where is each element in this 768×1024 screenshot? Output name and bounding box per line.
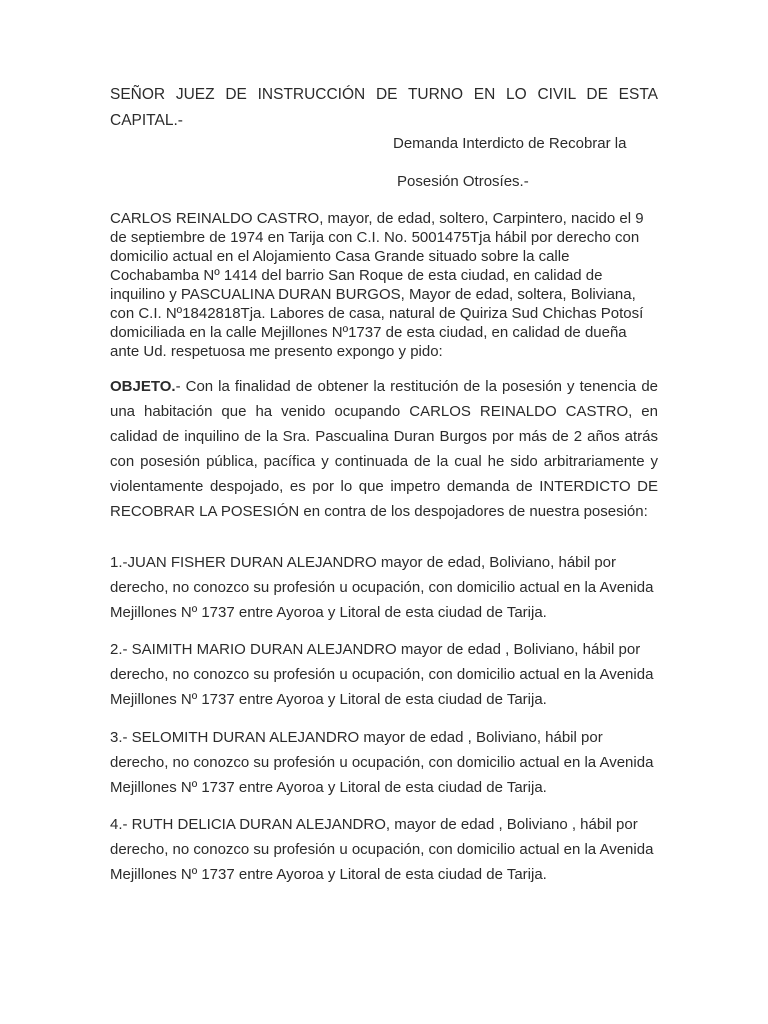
objeto-text: - Con la finalidad de obtener la restitución de la posesión y tenencia de una habitación que ha venido ocupando CARLOS REINALDO CASTRO, en calidad de inquilino de la Sra. Pascualina Duran Burgos por más de 2 años atrás con posesión pública, pacífica y continuada de la cual he sido arbitrariamente y violentamente despojado, es por lo que impetro demanda de INTERDICTO DE RECOBRAR LA POSESIÓN en contra de los despojadores de nuestra posesión: [110,378,658,520]
objeto-label: OBJETO. [110,378,176,395]
addressee-heading: SEÑOR JUEZ DE INSTRUCCIÓN DE TURNO EN LO CIVIL DE ESTA CAPITAL.- [110,86,658,129]
party-item-4: 4.- RUTH DELICIA DURAN ALEJANDRO, mayor de edad , Boliviano , hábil por derecho, no conozco su profesión u ocupación, con domicilio actual en la Avenida Mejillones Nº 1737 entre Ayoroa y Litoral de esta ciudad de Tarija. [110,816,654,883]
party-item-2: 2.- SAIMITH MARIO DURAN ALEJANDRO mayor de edad , Boliviano, hábil por derecho, no conozco su profesión u ocupación, con domicilio actual en la Avenida Mejillones Nº 1737 entre Ayoroa y Litoral de esta ciudad de Tarija. [110,641,654,708]
objeto-paragraph [110,374,658,524]
party-item-1: 1.-JUAN FISHER DURAN ALEJANDRO mayor de edad, Boliviano, hábil por derecho, no conozco su profesión u ocupación, con domicilio actual en la Avenida Mejillones Nº 1737 entre Ayoroa y Litoral de esta ciudad de Tarija. [110,554,654,621]
intro-paragraph: CARLOS REINALDO CASTRO, mayor, de edad, soltero, Carpintero, nacido el 9 de septiembre de 1974 en Tarija con C.I. No. 5001475Tja hábil por derecho con domicilio actual en el Alojamiento Casa Grande situado sobre la calle Cochabamba Nº 1414 del barrio San Roque de esta ciudad, en calidad de inquilino y PASCUALINA DURAN BURGOS, Mayor de edad, soltera, Boliviana, con C.I. Nº1842818Tja. Labores de casa, natural de Quiriza Sud Chichas Potosí domiciliada en la calle Mejillones Nº1737 de esta ciudad, en calidad de dueña ante Ud. respetuosa me presento expongo y pido: [110,210,644,360]
reference-line-1: Demanda Interdicto de Recobrar la [393,135,627,152]
reference-line-2: Posesión Otrosíes.- [397,173,529,190]
party-item-3: 3.- SELOMITH DURAN ALEJANDRO mayor de edad , Boliviano, hábil por derecho, no conozco su profesión u ocupación, con domicilio actual en la Avenida Mejillones Nº 1737 entre Ayoroa y Litoral de esta ciudad de Tarija. [110,729,654,796]
